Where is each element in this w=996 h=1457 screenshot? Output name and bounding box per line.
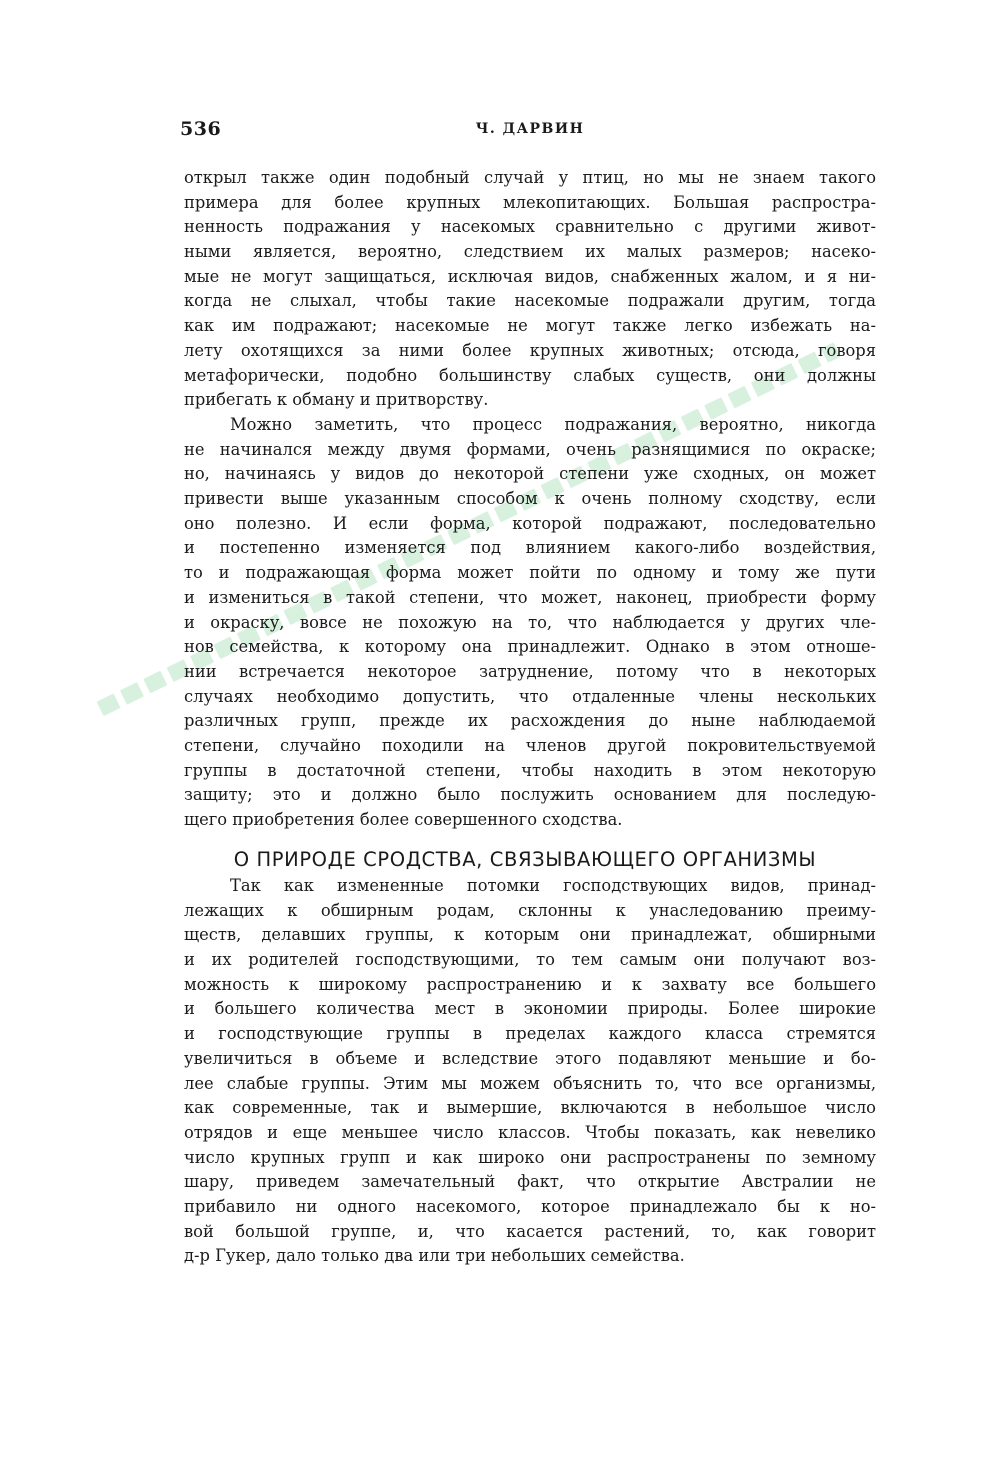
text-line: число крупных групп и как широко они распространены по земному xyxy=(184,1147,876,1167)
text-line: Можно заметить, что процесс подражания, вероятно, никогда xyxy=(230,415,876,434)
text-line: можность к широкому распространению и к захвату все большего xyxy=(184,974,876,994)
text-line: не начинался между двумя формами, очень разнящимися по окраске; xyxy=(184,439,876,459)
text-line: щего приобретения более совершенного сходства. xyxy=(184,810,623,829)
page-number: 536 xyxy=(180,118,222,140)
text-line: лету охотящихся за ними более крупных животных; отсюда, говоря xyxy=(184,340,876,360)
text-line: лежащих к обширным родам, склонны к унаследованию преиму- xyxy=(184,900,876,920)
text-line: и большего количества мест в экономии природы. Более широкие xyxy=(184,999,876,1019)
text-line: и окраску, вовсе не похожую на то, что наблюдается у других чле- xyxy=(184,612,876,632)
text-line: открыл также один подобный случай у птиц, но мы не знаем такого xyxy=(184,168,876,187)
section-heading: О ПРИРОДЕ СРОДСТВА, СВЯЗЫВАЮЩЕГО ОРГАНИЗМЫ xyxy=(233,848,817,871)
text-line: мые не могут защищаться, исключая видов, снабженных жалом, и я ни- xyxy=(184,266,876,286)
text-line: примера для более крупных млекопитающих. Большая распростра- xyxy=(184,192,876,212)
paragraph-1 xyxy=(184,166,876,413)
text-line: прибегать к обману и притворству. xyxy=(184,390,489,410)
text-line: метафорически, подобно большинству слабых существ, они должны xyxy=(184,365,876,385)
text-line: случаях необходимо допустить, что отдаленные члены нескольких xyxy=(184,686,876,706)
text-line: нии встречается некоторое затруднение, потому что в некоторых xyxy=(184,661,876,681)
text-line: Так как измененные потомки господствующих видов, принад- xyxy=(230,876,876,895)
text-line: нов семейства, к которому она принадлежит. Однако в этом отноше- xyxy=(184,637,876,657)
paragraph-2 xyxy=(184,413,876,833)
text-line: защиту; это и должно было послужить основанием для последую- xyxy=(184,785,876,805)
text-line: и их родителей господствующими, то тем самым они получают воз- xyxy=(184,950,876,970)
text-line: вой большой группе, и, что касается растений, то, как говорит xyxy=(184,1221,876,1241)
text-line: то и подражающая форма может пойти по одному и тому же пути xyxy=(184,563,876,583)
text-line: увеличиться в объеме и вследствие этого подавляют меньшие и бо- xyxy=(184,1048,876,1068)
text-line: прибавило ни одного насекомого, которое принадлежало бы к но- xyxy=(184,1196,876,1216)
text-line: степени, случайно походили на членов другой покровительствуемой xyxy=(184,735,876,755)
text-line: когда не слыхал, чтобы такие насекомые подражали другим, тогда xyxy=(184,291,876,311)
text-line: лее слабые группы. Этим мы можем объяснить то, что все организмы, xyxy=(184,1073,876,1093)
text-line: оно полезно. И если форма, которой подражают, последовательно xyxy=(184,513,876,533)
text-line: отрядов и еще меньшее число классов. Чтобы показать, как невелико xyxy=(184,1122,876,1142)
text-line: шару, приведем замечательный факт, что открытие Австралии не xyxy=(184,1172,876,1192)
text-line: ществ, делавших группы, к которым они принадлежат, обширными xyxy=(184,925,876,945)
text-line: д-р Гукер, дало только два или три небольших семейства. xyxy=(184,1246,685,1266)
paragraph-3 xyxy=(184,874,876,1269)
text-line: ненность подражания у насекомых сравнительно с другими живот- xyxy=(184,217,876,237)
text-line: привести выше указанным способом к очень полному сходству, если xyxy=(184,489,876,509)
text-line: но, начинаясь у видов до некоторой степени уже сходных, он может xyxy=(184,464,876,484)
running-head-author: Ч. ДАРВИН xyxy=(475,121,585,137)
text-line: различных групп, прежде их расхождения до ныне наблюдаемой xyxy=(184,711,876,731)
text-line: как им подражают; насекомые не могут также легко избежать на- xyxy=(184,316,876,336)
text-line: и измениться в такой степени, что может, наконец, приобрести форму xyxy=(184,587,876,607)
text-line: группы в достаточной степени, чтобы находить в этом некоторую xyxy=(184,760,876,780)
running-head xyxy=(180,118,880,148)
text-line: ными является, вероятно, следствием их малых размеров; насеко- xyxy=(184,242,876,262)
text-line: и постепенно изменяется под влиянием какого-либо воздействия, xyxy=(184,538,876,558)
text-line: как современные, так и вымершие, включаются в небольшое число xyxy=(184,1098,876,1118)
text-line: и господствующие группы в пределах каждого класса стремятся xyxy=(184,1024,876,1044)
